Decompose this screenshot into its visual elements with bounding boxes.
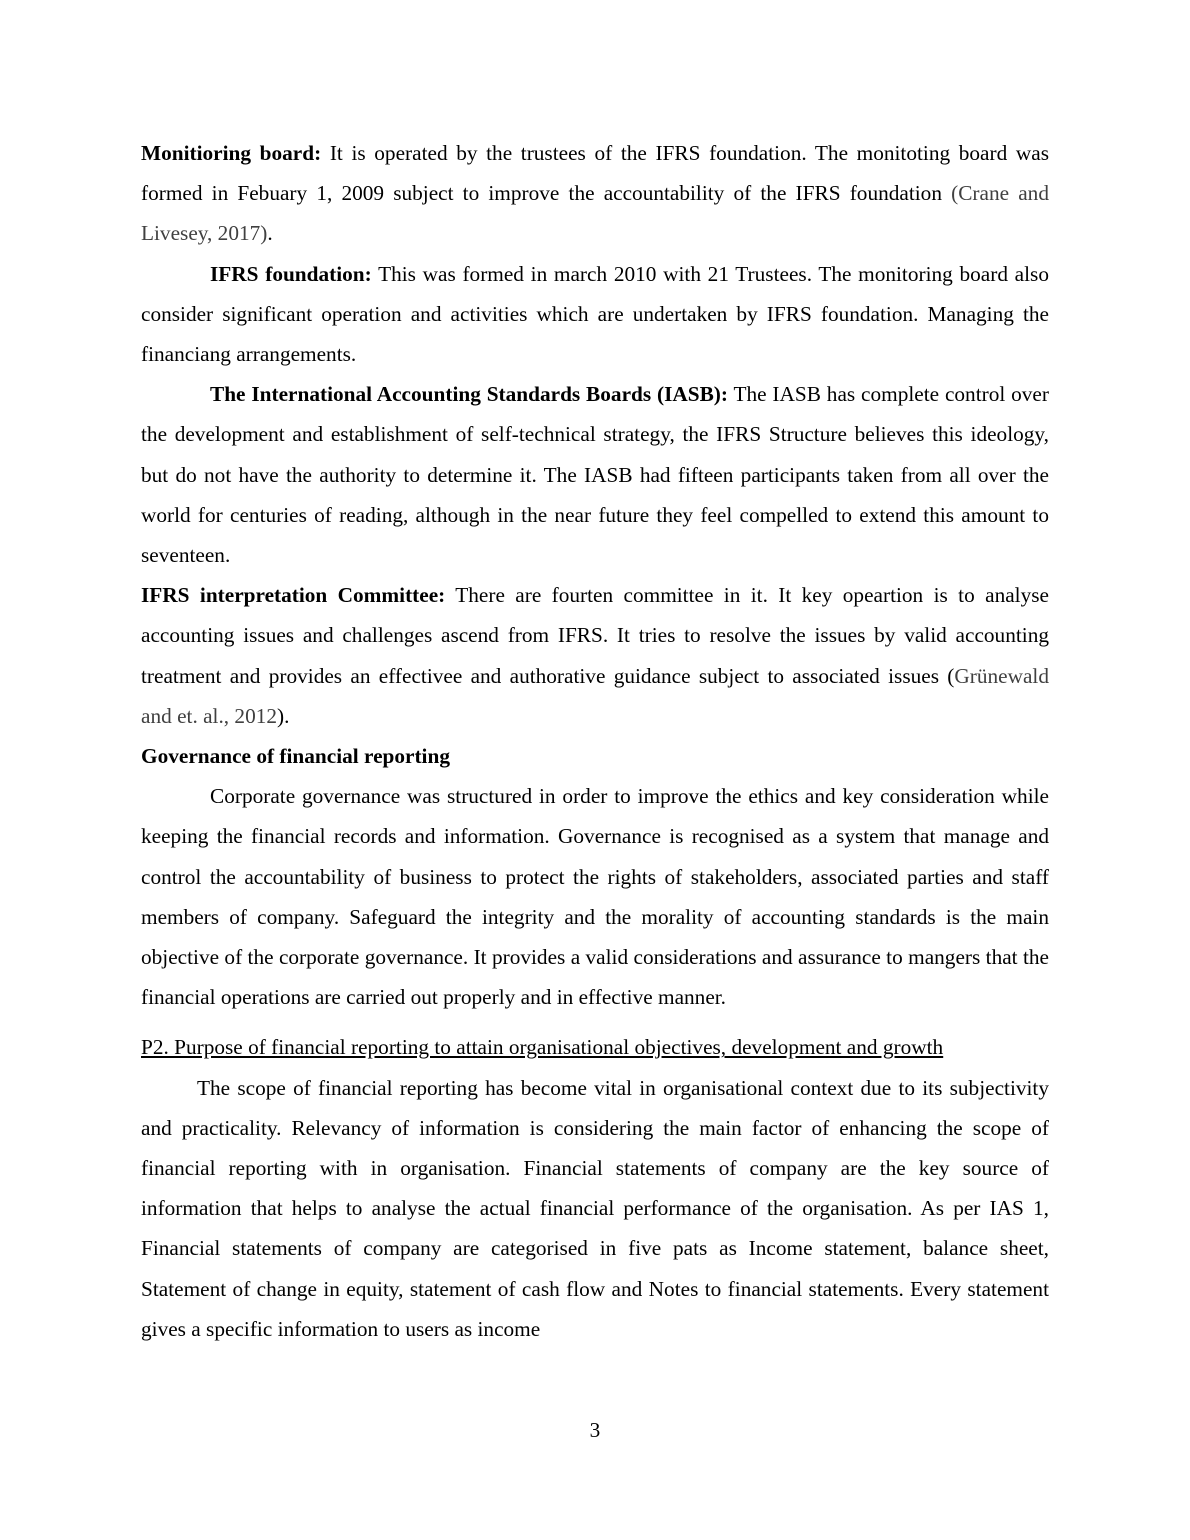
citation-grunewald: Grünewald and et. al., 2012 xyxy=(141,663,1049,728)
paragraph-iasb xyxy=(141,374,1049,575)
iasb-text: The IASB has complete control over the development and establishment of self-technical strategy, the IFRS Structure believes this ideology, but do not have the authority to determine it. The IASB had fifteen participants taken from all over the world for centuries of reading, although in the near future they feel compelled to extend this amount to seventeen. xyxy=(141,382,1049,568)
term-ifrs-foundation: IFRS foundation: xyxy=(210,261,372,286)
citation-crane: (Crane and Livesey, 2017) xyxy=(141,181,1049,246)
heading-governance: Governance of financial reporting xyxy=(141,744,450,769)
interpretation-committee-end: ). xyxy=(277,703,290,728)
term-interpretation-committee: IFRS interpretation Committee: xyxy=(141,583,446,608)
monitoring-board-end: . xyxy=(267,221,273,246)
ifrs-foundation-text: This was formed in march 2010 with 21 Trustees. The monitoring board also consider significant operation and activities which are undertaken by IFRS foundation. Managing the financiang arrangements. xyxy=(141,261,1049,367)
heading-p2: P2. Purpose of financial reporting to attain organisational objectives, development and growth xyxy=(141,1035,944,1060)
paragraph-interpretation-committee xyxy=(141,575,1049,736)
interpretation-committee-text: There are fourten committee in it. It key opeartion is to analyse accounting issues and challenges ascend from IFRS. It tries to resolve the issues by valid accounting treatment and provides an effectivee and authorative guidance subject to associated issues ( xyxy=(141,583,1049,688)
paragraph-ifrs-foundation xyxy=(141,254,1049,375)
paragraph-p2: The scope of financial reporting has become vital in organisational context due to its subjectivity and practicality. Relevancy of information is considering the main factor of enhancing the scope of financial reporting with in organisation. Financial statements of company are the key source of information that helps to analyse the actual financial performance of the organisation. As per IAS 1, Financial statements of company are categorised in five pats as Income statement, balance sheet, Statement of change in equity, statement of cash flow and Notes to financial statements. Every statement gives a specific information to users as income xyxy=(141,1075,1049,1341)
page-content xyxy=(141,133,1049,1349)
paragraph-governance: Corporate governance was structured in order to improve the ethics and key consideration while keeping the financial records and information. Governance is recognised as a system that manage and control the accountability of business to protect the rights of stakeholders, associated parties and staff members of company. Safeguard the integrity and the morality of accounting standards is the main objective of the corporate governance. It provides a valid considerations and assurance to mangers that the financial operations are carried out properly and in effective manner. xyxy=(141,784,1049,1010)
paragraph-monitoring-board xyxy=(141,133,1049,254)
monitoring-board-text: It is operated by the trustees of the IFRS foundation. The monitoting board was formed in Febuary 1, 2009 subject to improve the accountability of the IFRS foundation xyxy=(141,141,1049,206)
page-number: 3 xyxy=(589,1418,601,1442)
term-iasb: The International Accounting Standards Boards (IASB): xyxy=(210,382,728,407)
term-monitoring-board: Monitioring board: xyxy=(141,141,322,165)
